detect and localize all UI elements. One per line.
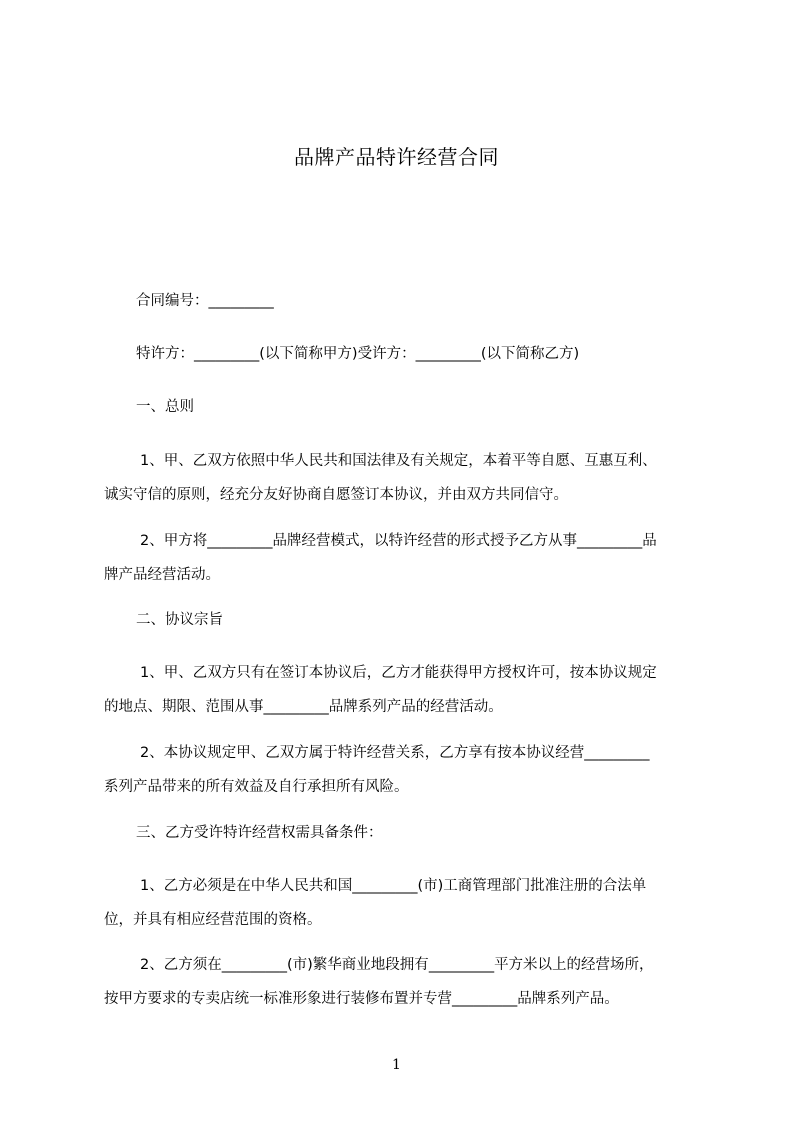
contract-number-blank: _________: [208, 293, 274, 309]
page-number: 1: [392, 1057, 401, 1073]
section-1-paragraph-2: 2、甲方将_________品牌经营模式，以特许经营的形式授予乙方从事_________品 牌产品经营活动。: [104, 533, 657, 583]
parties-line: [104, 337, 742, 371]
grantee-alias: (以下简称乙方): [480, 346, 580, 362]
section-3-paragraph-1: 1、乙方必须是在中华人民共和国_________(市)工商管理部门批准注册的合法单 位，并具有相应经营范围的资格。: [104, 878, 647, 928]
grantor-alias: (以下简称甲方)受许方：: [259, 346, 416, 362]
section-2-paragraph-1: 1、甲、乙双方只有在签订本协议后，乙方才能获得甲方授权许可，按本协议规定 的地点、期限、范围从事_________品牌系列产品的经营活动。: [104, 665, 657, 715]
area-blank: _________: [428, 957, 495, 973]
section-2-heading: 二、协议宗旨: [136, 612, 223, 628]
section-2-paragraph-2: 2、本协议规定甲、乙双方属于特许经营关系，乙方享有按本协议经营_________ 系列产品带来的所有效益及自行承担所有风险。: [104, 745, 650, 795]
product-blank: _________: [576, 533, 643, 549]
document-title: 品牌产品特许经营合同: [294, 145, 499, 169]
section-1-heading: 一、总则: [136, 399, 194, 415]
grantor-blank: _________: [194, 346, 260, 362]
section-1-paragraph-1: 1、甲、乙双方依照中华人民共和国法律及有关规定，本着平等自愿、互惠互利、 诚实守信的原则，经充分友好协商自愿签订本协议，并由双方共同信守。: [104, 453, 657, 503]
city-blank: _________: [352, 878, 418, 894]
brand-series-blank: _________: [263, 699, 329, 715]
contract-number-line: [104, 284, 742, 318]
section-3-paragraph-2: 2、乙方须在_________(市)繁华商业地段拥有_________平方米以上的经营场所， 按甲方要求的专卖店统一标准形象进行装修布置并专营_________品牌系列产品。: [104, 957, 654, 1007]
grantor-label: 特许方：: [136, 346, 194, 362]
brand-blank: _________: [207, 533, 273, 549]
exclusive-brand-blank: _________: [452, 991, 518, 1007]
grantee-blank: _________: [415, 346, 481, 362]
series-blank: _________: [584, 745, 650, 761]
contract-number-label: 合同编号：: [136, 293, 209, 309]
store-city-blank: _________: [221, 957, 287, 973]
section-3-heading: 三、乙方受许特许经营权需具备条件：: [136, 825, 383, 841]
